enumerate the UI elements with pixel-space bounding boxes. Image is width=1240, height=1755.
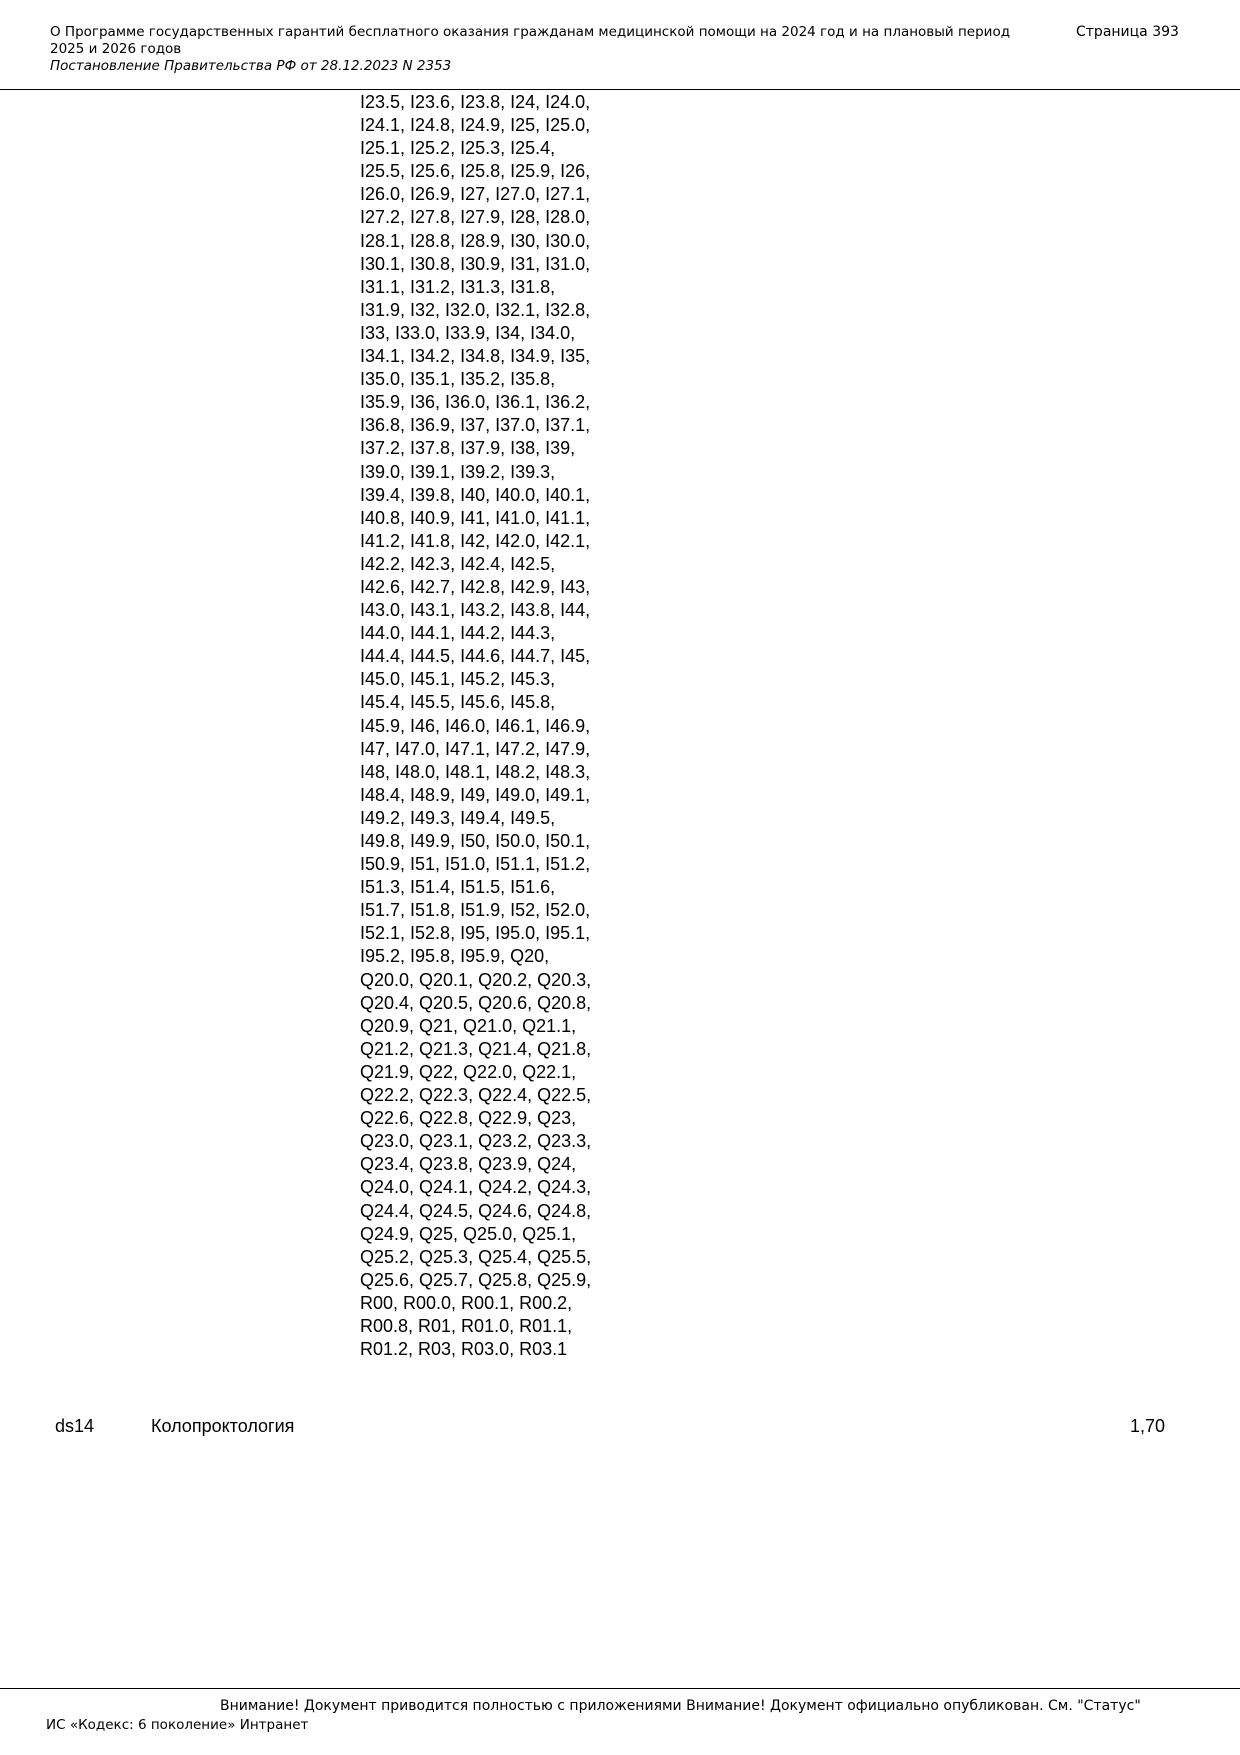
- code-line: I25.1, I25.2, I25.3, I25.4,: [360, 138, 556, 159]
- code-line: I48.4, I48.9, I49, I49.0, I49.1,: [360, 784, 591, 805]
- code-line: I45.4, I45.5, I45.6, I45.8,: [360, 692, 556, 713]
- row-code: ds14: [55, 1416, 95, 1436]
- code-line: I95.2, I95.8, I95.9, Q20,: [360, 946, 550, 967]
- code-line: I34.1, I34.2, I34.8, I34.9, I35,: [360, 346, 591, 367]
- code-line: I35.9, I36, I36.0, I36.1, I36.2,: [360, 392, 591, 413]
- code-line: I42.2, I42.3, I42.4, I42.5,: [360, 553, 556, 574]
- code-line: I42.6, I42.7, I42.8, I42.9, I43,: [360, 576, 591, 597]
- page-number: Страница 393: [1076, 24, 1179, 40]
- code-line: Q21.9, Q22, Q22.0, Q22.1,: [360, 1061, 577, 1082]
- footer-source: ИС «Кодекс: 6 поколение» Интранет: [46, 1717, 309, 1733]
- footer-notice: Внимание! Документ приводится полностью с приложениями Внимание! Документ официально опубликован. См. "Статус": [220, 1698, 1141, 1714]
- code-line: R00.8, R01, R01.0, R01.1,: [360, 1315, 573, 1336]
- code-line: I47, I47.0, I47.1, I47.2, I47.9,: [360, 738, 591, 759]
- code-line: I24.1, I24.8, I24.9, I25, I25.0,: [360, 115, 591, 136]
- code-line: I49.8, I49.9, I50, I50.0, I50.1,: [360, 831, 591, 851]
- footer-divider: [0, 1688, 1240, 1689]
- code-line: I49.2, I49.3, I49.4, I49.5,: [360, 807, 556, 828]
- code-line: I36.8, I36.9, I37, I37.0, I37.1,: [360, 415, 591, 436]
- code-line: I52.1, I52.8, I95, I95.0, I95.1,: [360, 923, 591, 944]
- code-line: I31.9, I32, I32.0, I32.1, I32.8,: [360, 299, 591, 320]
- code-line: I27.2, I27.8, I27.9, I28, I28.0,: [360, 207, 591, 228]
- code-line: I35.0, I35.1, I35.2, I35.8,: [360, 369, 556, 390]
- code-line: I44.4, I44.5, I44.6, I44.7, I45,: [360, 646, 591, 667]
- code-line: I26.0, I26.9, I27, I27.0, I27.1,: [360, 184, 591, 205]
- code-line: Q24.0, Q24.1, Q24.2, Q24.3,: [360, 1177, 592, 1198]
- code-line: Q23.0, Q23.1, Q23.2, Q23.3,: [360, 1131, 592, 1152]
- code-line: I45.9, I46, I46.0, I46.1, I46.9,: [360, 715, 591, 736]
- code-line: Q21.2, Q21.3, Q21.4, Q21.8,: [360, 1038, 592, 1059]
- code-line: Q24.4, Q24.5, Q24.6, Q24.8,: [360, 1200, 592, 1221]
- code-line: I44.0, I44.1, I44.2, I44.3,: [360, 623, 556, 644]
- code-line: I48, I48.0, I48.1, I48.2, I48.3,: [360, 761, 591, 782]
- code-line: I41.2, I41.8, I42, I42.0, I42.1,: [360, 530, 591, 551]
- code-line: I23.5, I23.6, I23.8, I24, I24.0,: [360, 92, 591, 112]
- document-title: О Программе государственных гарантий бесплатного оказания гражданам медицинской помощи на 2024 год и на плановый период 2025 и 2026 годов: [50, 24, 1011, 57]
- row-name: Колопроктология: [151, 1416, 295, 1436]
- diagnosis-codes-cell: [360, 91, 640, 1361]
- code-line: I31.1, I31.2, I31.3, I31.8,: [360, 276, 556, 297]
- code-line: Q25.6, Q25.7, Q25.8, Q25.9,: [360, 1269, 592, 1290]
- row-coefficient: 1,70: [1130, 1416, 1166, 1436]
- code-line: I30.1, I30.8, I30.9, I31, I31.0,: [360, 253, 591, 274]
- code-line: Q23.4, Q23.8, Q23.9, Q24,: [360, 1154, 577, 1175]
- code-line: Q22.2, Q22.3, Q22.4, Q22.5,: [360, 1085, 592, 1106]
- code-line: I50.9, I51, I51.0, I51.1, I51.2,: [360, 854, 591, 875]
- code-line: Q25.2, Q25.3, Q25.4, Q25.5,: [360, 1246, 592, 1267]
- code-line: I51.7, I51.8, I51.9, I52, I52.0,: [360, 900, 591, 921]
- code-line: I45.0, I45.1, I45.2, I45.3,: [360, 669, 556, 690]
- page-header: [50, 24, 1190, 75]
- code-line: I39.0, I39.1, I39.2, I39.3,: [360, 461, 556, 482]
- code-line: I25.5, I25.6, I25.8, I25.9, I26,: [360, 161, 591, 182]
- code-line: Q20.9, Q21, Q21.0, Q21.1,: [360, 1015, 577, 1036]
- code-line: I43.0, I43.1, I43.2, I43.8, I44,: [360, 600, 591, 621]
- code-line: I33, I33.0, I33.9, I34, I34.0,: [360, 322, 576, 343]
- code-line: R00, R00.0, R00.1, R00.2,: [360, 1292, 573, 1313]
- header-divider: [0, 89, 1240, 90]
- code-line: I40.8, I40.9, I41, I41.0, I41.1,: [360, 507, 591, 528]
- code-line: Q20.0, Q20.1, Q20.2, Q20.3,: [360, 969, 592, 990]
- code-line: I39.4, I39.8, I40, I40.0, I40.1,: [360, 484, 591, 505]
- code-line: Q24.9, Q25, Q25.0, Q25.1,: [360, 1223, 577, 1244]
- code-line: I28.1, I28.8, I28.9, I30, I30.0,: [360, 230, 591, 251]
- code-line: R01.2, R03, R03.0, R03.1: [360, 1339, 568, 1360]
- code-line: Q20.4, Q20.5, Q20.6, Q20.8,: [360, 992, 592, 1013]
- code-line: I51.3, I51.4, I51.5, I51.6,: [360, 877, 556, 898]
- document-subtitle: Постановление Правительства РФ от 28.12.2023 N 2353: [50, 58, 452, 74]
- code-line: Q22.6, Q22.8, Q22.9, Q23,: [360, 1108, 577, 1129]
- code-line: I37.2, I37.8, I37.9, I38, I39,: [360, 438, 576, 459]
